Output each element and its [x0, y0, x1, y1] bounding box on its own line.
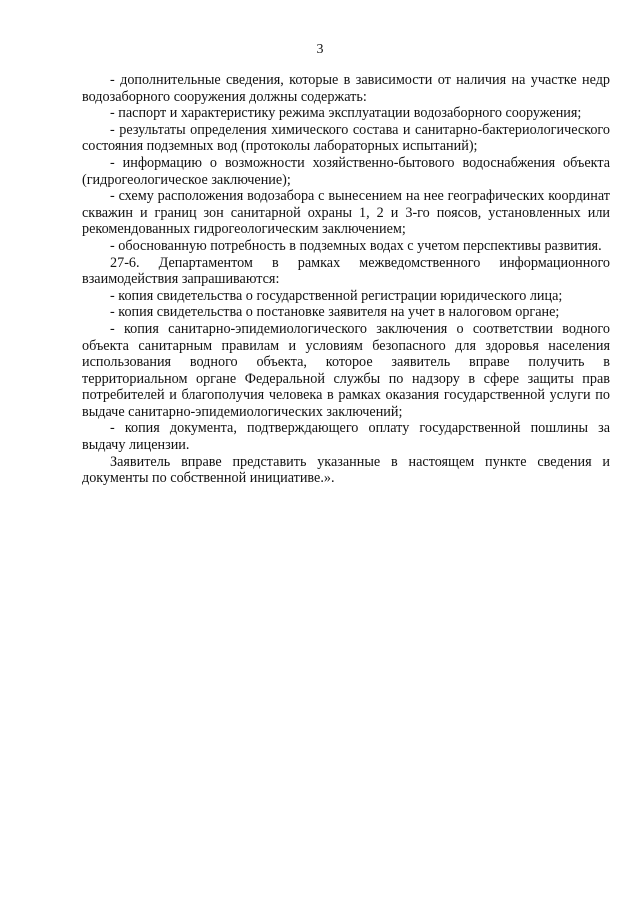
paragraph-tax-registration-copy: - копия свидетельства о постановке заявителя на учет в налоговом органе; — [110, 304, 560, 321]
paragraph-sanitary-conclusion-copy: - копия санитарно-эпидемиологического заключения о соответствии водного объекта санитарным правилам и условиям безопасного для здоровья населения использования водного объекта, которое заявитель вправе получить в территориальном органе Федеральной службы по надзору в сфере защиты прав потребителей и благополучия человека в рамках оказания государственной услуги по выдаче санитарно-эпидемиологических заключений; — [82, 320, 610, 420]
paragraph-test-results: - результаты определения химического состава и санитарно-бактериологического состояния подземных вод (протоколы лабораторных испытаний); — [82, 121, 610, 155]
paragraph-water-supply-info: - информацию о возможности хозяйственно-бытового водоснабжения объекта (гидрогеологическое заключение); — [82, 154, 610, 188]
paragraph-registration-copy: - копия свидетельства о государственной регистрации юридического лица; — [110, 287, 563, 304]
document-body — [82, 72, 610, 487]
page-number: 3 — [316, 42, 324, 57]
paragraph-applicant-initiative: Заявитель вправе представить указанные в настоящем пункте сведения и документы по собственной инициативе.». — [82, 453, 610, 487]
paragraph-intake-scheme: - схему расположения водозабора с вынесением на нее географических координат скважин и границ зон санитарной охраны 1, 2 и 3-го поясов, установленных или рекомендованных гидрогеологическим заключением; — [82, 188, 610, 238]
paragraph-fee-payment-copy: - копия документа, подтверждающего оплату государственной пошлины за выдачу лицензии. — [82, 420, 610, 454]
paragraph-water-demand: - обоснованную потребность в подземных водах с учетом перспективы развития. — [110, 237, 602, 254]
paragraph-additional-info: - дополнительные сведения, которые в зависимости от наличия на участке недр водозаборного сооружения должны содержать: — [82, 72, 610, 105]
paragraph-passport: - паспорт и характеристику режима эксплуатации водозаборного сооружения; — [110, 105, 582, 122]
paragraph-clause-27-6: 27-6. Департаментом в рамках межведомственного информационного взаимодействия запрашиваются: — [82, 254, 610, 288]
